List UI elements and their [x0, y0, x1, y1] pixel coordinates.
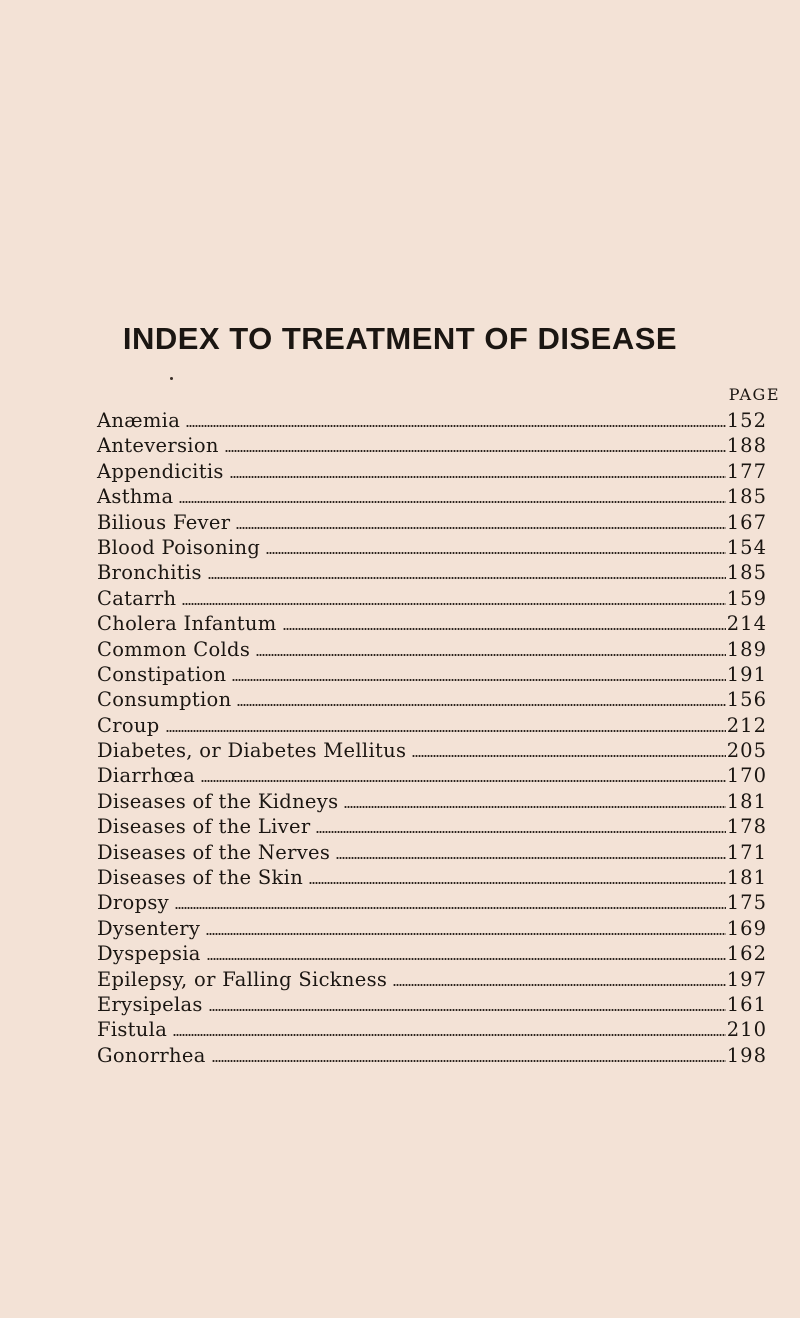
entry-page-number: 188 [726, 434, 767, 458]
entry-page-number: 205 [726, 739, 767, 763]
entry-title: Diarrhœa [97, 764, 196, 788]
entry-page-number: 210 [726, 1018, 767, 1042]
entry-title: Bronchitis [97, 561, 202, 585]
index-entry [97, 840, 767, 865]
dot-leader [283, 628, 726, 630]
entry-page-number: 169 [726, 916, 767, 940]
entry-page-number: 185 [726, 561, 767, 585]
entry-page-number: 191 [726, 662, 767, 686]
index-entry [97, 890, 767, 915]
index-entry [97, 789, 767, 814]
index-entry [97, 510, 767, 535]
entry-title: Common Colds [97, 637, 251, 661]
dot-leader [393, 984, 726, 986]
entry-title: Erysipelas [97, 992, 203, 1016]
index-entry [97, 586, 767, 611]
entry-title: Consumption [97, 688, 232, 712]
entry-page-number: 178 [726, 815, 767, 839]
dot-leader [179, 501, 725, 503]
index-entry [97, 687, 767, 712]
entry-page-number: 152 [726, 409, 767, 432]
index-entry [97, 611, 767, 636]
dot-leader [207, 958, 726, 960]
dot-leader [309, 882, 726, 884]
entry-page-number: 214 [726, 612, 767, 636]
dot-leader [175, 907, 726, 909]
index-entry [97, 1043, 767, 1068]
index-entry [97, 637, 767, 662]
index-list [97, 408, 767, 1068]
entry-page-number: 161 [726, 992, 767, 1016]
index-entry [97, 967, 767, 992]
dot-leader [256, 654, 726, 656]
dot-leader [237, 704, 725, 706]
index-entry [97, 814, 767, 839]
entry-page-number: 170 [726, 764, 767, 788]
entry-title: Cholera Infantum [97, 612, 277, 636]
entry-title: Diseases of the Kidneys [97, 789, 339, 813]
index-entry [97, 535, 767, 560]
index-entry [97, 560, 767, 585]
index-entry [97, 916, 767, 941]
index-entry [97, 408, 767, 433]
entry-title: Diseases of the Liver [97, 815, 311, 839]
page-column-header: PAGE [728, 385, 780, 404]
dot-leader [166, 730, 726, 732]
index-entry [97, 662, 767, 687]
entry-page-number: 212 [726, 713, 767, 737]
entry-title: Bilious Fever [97, 510, 231, 534]
entry-title: Catarrh [97, 586, 177, 610]
dot-leader [225, 450, 726, 452]
entry-title: Gonorrhea [97, 1043, 206, 1067]
entry-title: Diseases of the Skin [97, 866, 304, 890]
entry-title: Dysentery [97, 916, 201, 940]
entry-title: Fistula [97, 1018, 168, 1042]
entry-title: Anæmia [97, 409, 181, 432]
entry-page-number: 167 [726, 510, 767, 534]
index-entry [97, 992, 767, 1017]
entry-page-number: 189 [726, 637, 767, 661]
dot-leader [182, 603, 725, 605]
index-entry [97, 941, 767, 966]
entry-page-number: 177 [726, 459, 767, 483]
dot-leader [201, 780, 726, 782]
entry-title: Anteversion [97, 434, 219, 458]
entry-page-number: 154 [726, 535, 767, 559]
entry-page-number: 181 [726, 789, 767, 813]
index-entry [97, 713, 767, 738]
entry-title: Asthma [97, 485, 174, 509]
page-title: INDEX TO TREATMENT OF DISEASE [122, 320, 678, 356]
entry-page-number: 175 [726, 891, 767, 915]
entry-title: Constipation [97, 662, 227, 686]
index-entry [97, 738, 767, 763]
dot-leader [316, 831, 725, 833]
dot-leader [206, 933, 726, 935]
entry-page-number: 162 [726, 942, 767, 966]
dot-leader [236, 527, 725, 529]
index-entry [97, 433, 767, 458]
index-entry [97, 763, 767, 788]
dot-leader [232, 679, 725, 681]
dot-leader [209, 1009, 726, 1011]
entry-page-number: 181 [726, 866, 767, 890]
entry-page-number: 198 [726, 1043, 767, 1067]
entry-page-number: 185 [726, 485, 767, 509]
entry-page-number: 197 [726, 967, 767, 991]
dot-leader [266, 552, 726, 554]
print-speck [170, 377, 173, 380]
entry-title: Blood Poisoning [97, 535, 261, 559]
dot-leader [212, 1060, 726, 1062]
entry-title: Appendicitis [97, 459, 224, 483]
dot-leader [208, 577, 726, 579]
dot-leader [230, 476, 726, 478]
entry-title: Dropsy [97, 891, 170, 915]
dot-leader [336, 857, 726, 859]
index-entry [97, 459, 767, 484]
entry-title: Diseases of the Nerves [97, 840, 331, 864]
entry-title: Croup [97, 713, 160, 737]
entry-page-number: 159 [726, 586, 767, 610]
index-entry [97, 484, 767, 509]
index-entry [97, 865, 767, 890]
index-entry [97, 1017, 767, 1042]
entry-page-number: 171 [726, 840, 767, 864]
entry-page-number: 156 [726, 688, 767, 712]
entry-title: Epilepsy, or Falling Sickness [97, 967, 388, 991]
entry-title: Diabetes, or Diabetes Mellitus [97, 739, 407, 763]
entry-title: Dyspepsia [97, 942, 201, 966]
dot-leader [173, 1034, 726, 1036]
dot-leader [412, 755, 725, 757]
dot-leader [186, 425, 726, 427]
dot-leader [344, 806, 725, 808]
